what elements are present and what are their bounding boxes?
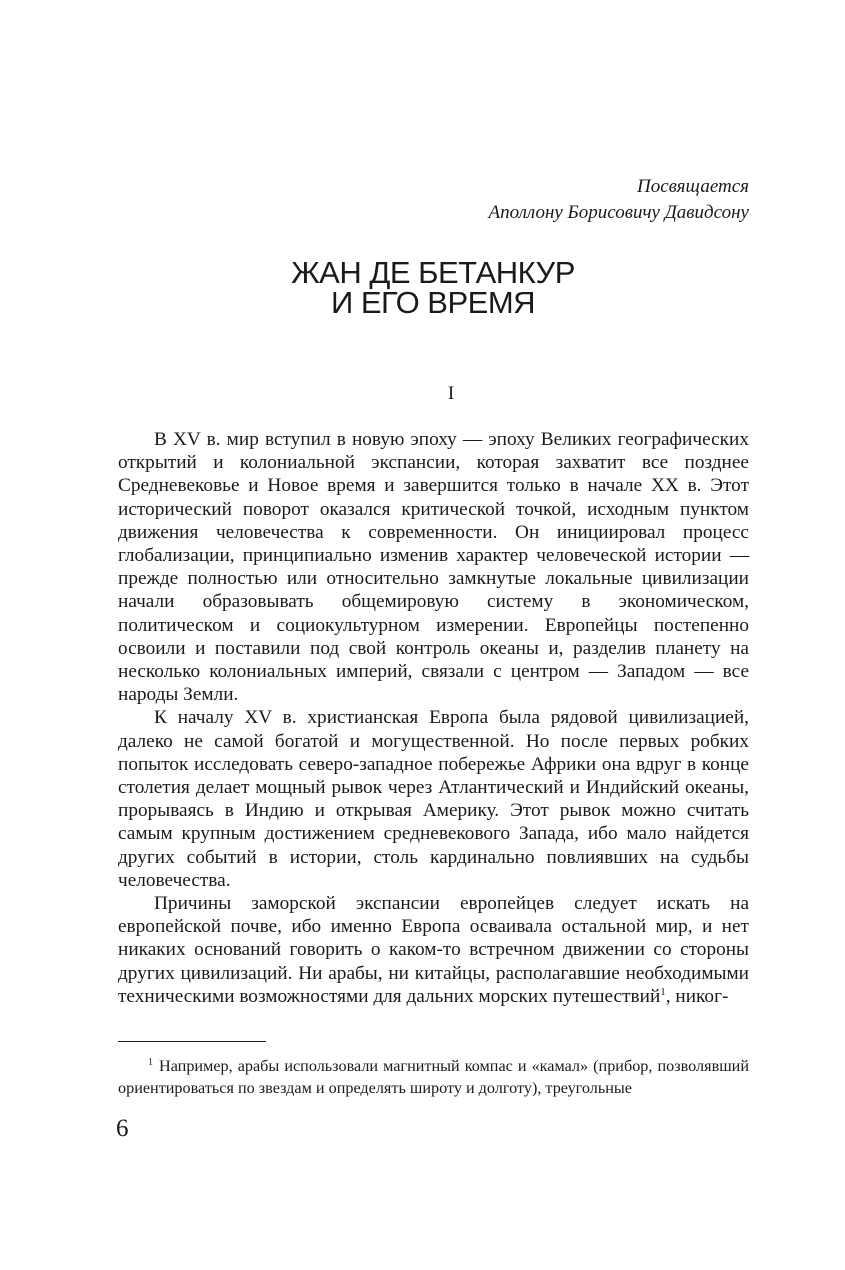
dedication (489, 174, 749, 226)
footnote-text: Например, арабы использовали магнитный компас и «камал» (прибор, позволявший ориентироваться по звездам и определять широту и долготу), треугольные (118, 1057, 749, 1097)
chapter-title (0, 255, 845, 320)
paragraph-3 (118, 892, 749, 1008)
page-number: 6 (116, 1115, 129, 1142)
chapter-title-line-1: ЖАН ДЕ БЕТАНКУР (291, 255, 575, 290)
dedication-line-1: Посвящается (637, 176, 749, 197)
paragraph-3-tail: , никог- (665, 985, 729, 1007)
dedication-line-2: Аполлону Борисовичу Давидсону (488, 202, 749, 223)
paragraph-2: К началу XV в. христианская Европа была рядовой цивилизацией, далеко не самой богатой и могущественной. Но после первых робких попыток исследовать северо-западное побережье Африки она вдруг в конце столетия делает мощный рывок через Атлантический и Индийский океаны, прорываясь в Индию и открывая Америку. Этот рывок можно считать самым крупным достижением средневекового Запада, ибо мало найдется других событий в истории, столь кардинально повлиявших на судьбы человечества. (118, 707, 749, 891)
footnote-marker: 1 (148, 1057, 153, 1068)
chapter-title-line-2: И ЕГО ВРЕМЯ (330, 285, 536, 320)
footnote (118, 1055, 749, 1099)
paragraph-3-text: Причины заморской экспансии европейцев следует искать на европейской почве, ибо именно Европа осваивала остальной мир, и нет никаких оснований говорить о каком-то встречном движении со стороны других цивилизаций. Ни арабы, ни китайцы, располагавшие необходимыми техническими возможностями для дальних морских путешествий (118, 893, 749, 1007)
section-number: I (447, 383, 455, 404)
paragraph-1: В XV в. мир вступил в новую эпоху — эпоху Великих географических открытий и колониальной экспансии, которая захватит все позднее Средневековье и Новое время и завершится только в начале XX в. Этот исторический поворот оказался критической точкой, исходным пунктом движения человечества к современности. Он инициировал процесс глобализации, принципиально изменив характер человеческой истории — прежде полностью или относительно замкнутые локальные цивилизации начали образовывать общемировую систему в экономическом, политическом и социокультурном измерении. Европейцы постепенно освоили и поставили под свой контроль океаны и, разделив планету на несколько колониальных империй, связали с центром — Западом — все народы Земли. (118, 429, 749, 706)
footnote-reference: 1 (660, 985, 666, 998)
footnote-divider (118, 1041, 266, 1042)
body-text (118, 428, 749, 1008)
